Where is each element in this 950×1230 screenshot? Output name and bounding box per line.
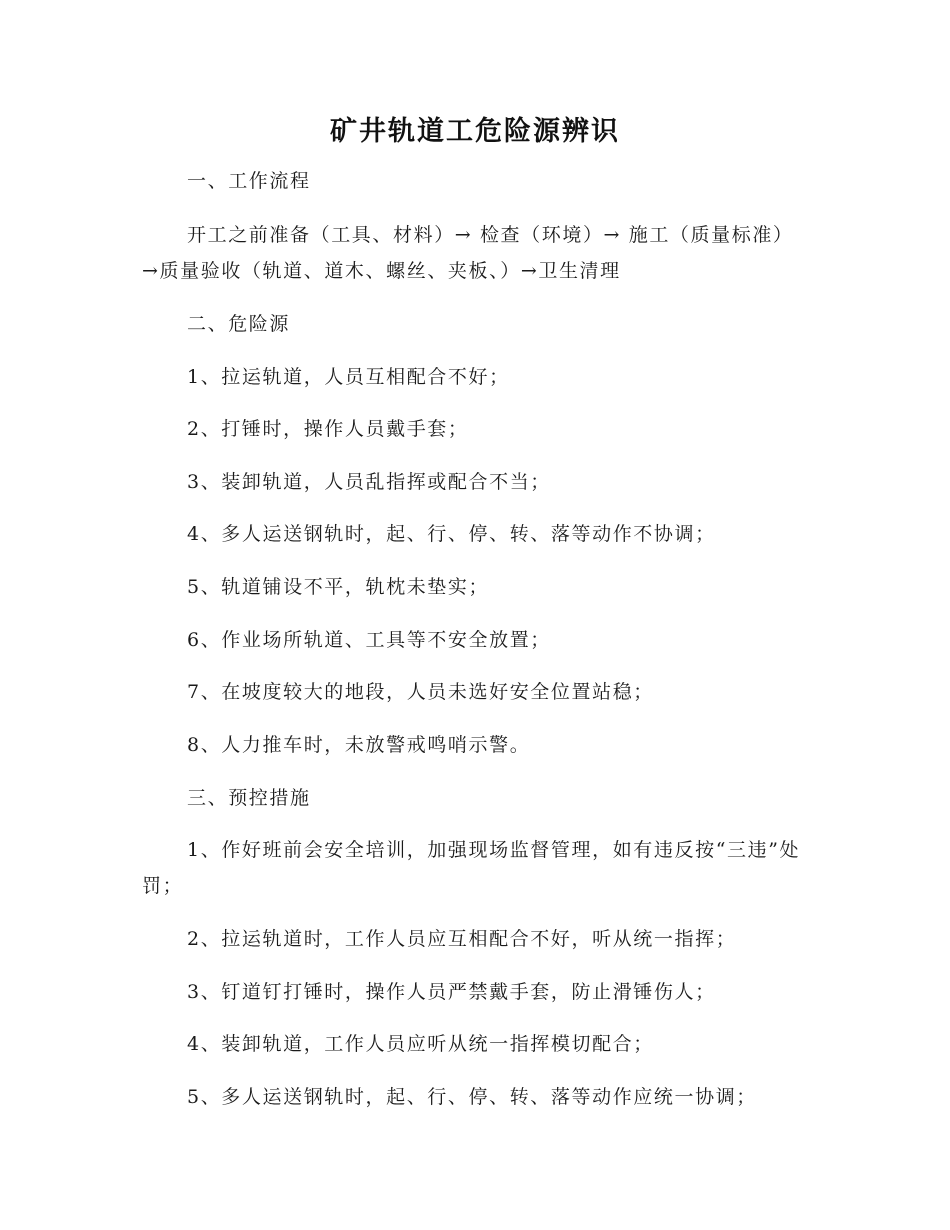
hazard-item-4: 4、多人运送钢轨时，起、行、停、转、落等动作不协调； — [187, 523, 716, 545]
control-item-1: 1、作好班前会安全培训，加强现场监督管理，如有违反按“三违”处罚； — [142, 839, 801, 897]
control-item-3: 3、钉道钉打锤时，操作人员严禁戴手套，防止滑锤伤人； — [187, 981, 716, 1003]
hazard-item-2: 2、打锤时，操作人员戴手套； — [187, 418, 469, 440]
control-item-5: 5、多人运送钢轨时，起、行、停、转、落等动作应统一协调； — [187, 1086, 757, 1108]
section-heading-hazards: 二、危险源 — [187, 313, 291, 335]
control-item-4: 4、装卸轨道，工作人员应听从统一指挥模切配合； — [187, 1033, 654, 1055]
hazard-item-1: 1、拉运轨道，人员互相配合不好； — [187, 366, 510, 388]
section-heading-workflow: 一、工作流程 — [187, 170, 311, 192]
hazard-item-3: 3、装卸轨道，人员乱指挥或配合不当； — [187, 471, 551, 493]
document-title: 矿井轨道工危险源辨识 — [330, 116, 620, 147]
control-item-2: 2、拉运轨道时，工作人员应互相配合不好，听从统一指挥； — [187, 928, 737, 950]
hazard-item-7: 7、在坡度较大的地段，人员未选好安全位置站稳； — [187, 681, 654, 703]
hazard-item-5: 5、轨道铺设不平，轨枕未垫实； — [187, 576, 490, 598]
workflow-text: 开工之前准备（工具、材料）→ 检查（环境）→ 施工（质量标准）→质量验收（轨道、道木、螺丝、夹板、）→卫生清理 — [142, 224, 794, 282]
section-heading-controls: 三、预控措施 — [187, 787, 311, 809]
hazard-item-6: 6、作业场所轨道、工具等不安全放置； — [187, 629, 551, 651]
hazard-item-8: 8、人力推车时，未放警戒鸣哨示警。 — [187, 734, 531, 756]
